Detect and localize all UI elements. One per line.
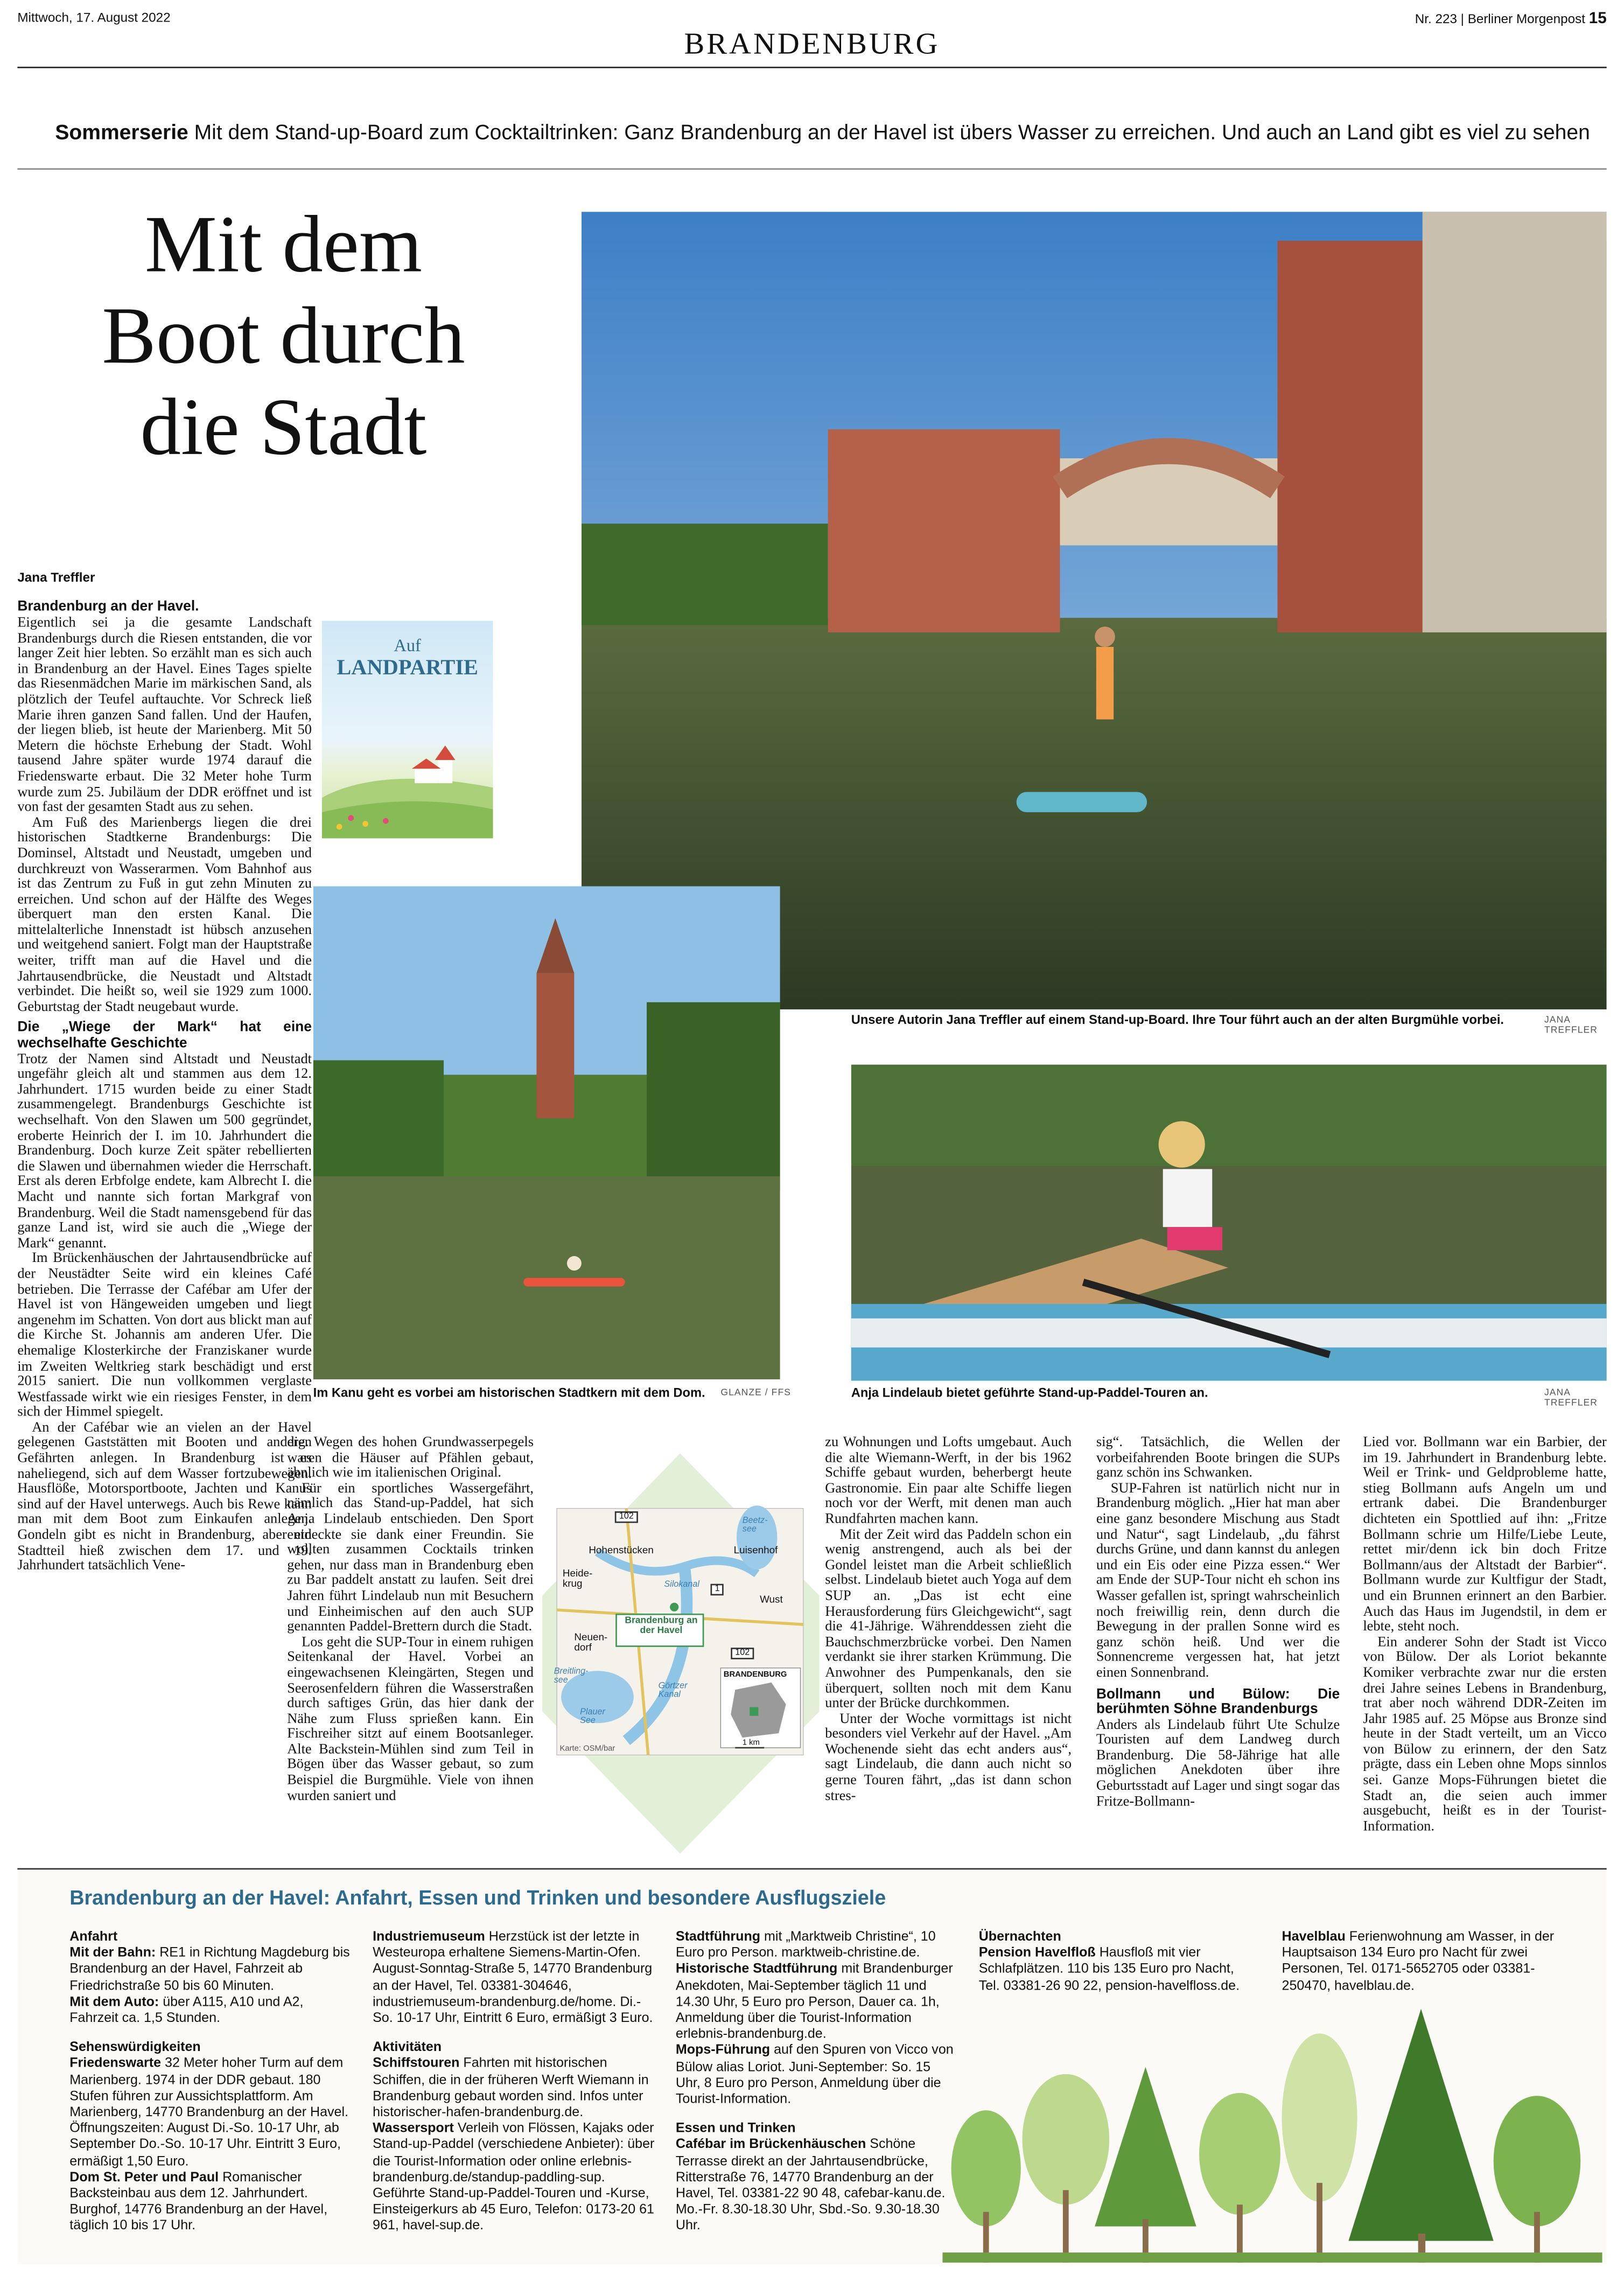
paragraph: Ein anderer Sohn der Stadt ist Vicco von Bülow. Der als Loriot bekannte Komiker verbrachte zwar nur die ersten drei Jahre seines Lebens in Brandenburg, trat aber noch während DDR-Zeiten im Jahr 1985 auf. 25 Möpse aus Bronze sind heute in der Stadt verteilt, um an Vicco von Bülow zu erinnern, der den Satz prägte, dass ein Leben ohne Mops sinnlos sei. Ganze Mops-Führungen bietet die Stadt an, die seien auch immer ausgebucht, heißt es in der Tourist-Information.	[1363, 1634, 1607, 1835]
info-entry	[979, 1945, 1255, 1994]
paragraph: Los geht die SUP-Tour in einem ruhigen Seitenkanal der Havel. Vorbei an eingewachsenen Kleingärten, Stegen und Seerosenfeldern führen die Wasserstraßen durch saftiges Grün, das hier dank der Nähe zum Fluss sprießen kann. Ein Fischreiher sitzt auf einem Bootsanleger. Alte Backstein-Mühlen sind zum Teil in Bögen über das Wasser gebaut, so zum Beispiel die Burgmühle. Viele von ihnen wurden saniert und	[287, 1634, 534, 1804]
paragraph: Unter der Woche vormittags ist nicht besonders viel Verkehr auf der Havel. „Am Wochenende sieht das echt anders aus“, sagt Lindelaub, die dann auch nicht so gerne Touren fährt, „das ist dann schon stres-	[825, 1711, 1072, 1804]
headline-line: Mit dem	[144, 200, 423, 290]
section-title: BRANDENBURG	[684, 26, 940, 61]
intro-line	[55, 122, 1590, 145]
info-entry	[69, 2056, 352, 2170]
paragraph: SUP-Fahren ist natürlich nicht nur in Brandenburg möglich. „Hier hat man aber eine ganz besondere Mischung aus Stadt und Natur“, sagt Lindelaub, „du fährst durchs Grüne, und dann kannst du anlegen und ein Eis oder eine Pizza essen.“ Wer am Ende der SUP-Tour nicht eh schon ins Wasser gefallen ist, springt wahrscheinlich noch freiwillig rein, denn durch die Bewegung in der prallen Sonne wird es ganz schön heiß. Und wer die Sonnencreme vergessen hat, hat jetzt einen Sonnenbrand.	[1096, 1480, 1340, 1681]
canoe-photo-credit: GLANZE / FFS	[720, 1388, 792, 1398]
info-entry	[69, 1994, 352, 2026]
issue-info	[1415, 10, 1607, 27]
info-heading: Übernachten	[978, 1929, 1061, 1944]
photo-illustration	[313, 886, 780, 1379]
info-entry	[1282, 1929, 1565, 1994]
canoe-photo-caption: Im Kanu geht es vorbei am historischen Stadtkern mit dem Dom.	[313, 1385, 705, 1400]
info-column-5	[1282, 1929, 1565, 1994]
photo-illustration	[851, 1065, 1607, 1381]
road-sign: 102	[615, 1511, 638, 1523]
info-entry-label: Friedenswarte	[69, 2055, 162, 2070]
info-entry	[69, 2170, 352, 2235]
map-label-goertzer: Görtzer Kanal	[658, 1682, 688, 1700]
info-entry-label: Mit dem Auto:	[69, 1994, 159, 2009]
info-entry-label: Mops-Führung	[675, 2042, 771, 2057]
info-heading: Anfahrt	[69, 1929, 118, 1944]
article-column-2	[287, 1436, 534, 1805]
subheading: Die „Wiege der Mark“ hat eine wechselhafte Geschichte	[17, 1020, 312, 1052]
paragraph: Eigentlich sei ja die gesamte Landschaft Brandenburgs durch die Riesen entstanden, die vor langer Zeit hier lebten. So erzählt man es sich auch in Brandenburg an der Havel. Eines Tages spielte das Riesenmädchen Marie im märkischen Sand, als plötzlich der Teufel auftauchte. Vor Schreck ließ Marie ihren ganzen Sand fallen. Und der Haufen, der liegen blieb, ist heute der Marienberg. Mit 50 Metern die höchste Erhebung der Stadt. Wohl tausend Jahre später wurde 1974 darauf die Friedenswarte erbaut. Die 32 Meter hohe Turm wurde zum 25. Jubiläum der DDR eröffnet und ist von fast der gesamten Stadt aus zu sehen.	[17, 615, 312, 815]
info-box-title: Brandenburg an der Havel: Anfahrt, Essen und Trinken und besondere Ausflugsziele	[69, 1885, 886, 1909]
city-map	[540, 1450, 822, 1857]
dateline: Brandenburg an der Havel.	[17, 599, 199, 615]
info-entry	[676, 2043, 954, 2108]
info-entry-text: über A115, A10 und A2, Fahrzeit ca. 1,5 Stunden.	[69, 1994, 304, 2025]
paragraph: Für ein sportliches Wassergefährt, nämlich das Stand-up-Paddel, hat sich Anja Lindelaub entschieden. Den Sport entdeckte sie dank einer Freundin. Sie wollten zusammen Cocktails trinken gehen, nur dass man in Brandenburg eben zu Bar paddelt anstatt zu laufen. Seit drei Jahren führt Lindelaub nun mit Besuchern und Einheimischen auf den auch SUP genannten Paddel-Brettern durch die Stadt.	[287, 1480, 534, 1635]
info-entry-label: Stadtführung	[675, 1929, 761, 1944]
map-label-brandenburg: Brandenburg an der Havel	[625, 1615, 698, 1636]
intro-kicker: Sommerserie	[55, 122, 188, 145]
info-entry-text: 32 Meter hoher Turm auf dem Marienberg. 1974 in der DDR gebaut. 180 Stufen führen zur Aussichtsplattform. Am Marienberg, 14770 Brandenburg an der Havel. Öffnungszeiten: August Di.-So. 10-17 Uhr, ab September Do.-So. 10-17 Uhr. Eintritt 3 Euro, ermäßigt 1,50 Euro.	[69, 2055, 349, 2168]
info-entry-text: Verleih von Flössen, Kajaks oder Stand-up-Paddel (verschiedene Anbieter): über die Tourist-Information oder online erlebnis-brandenburg.de/standup-paddling-sup. Geführte Stand-up-Paddel-Touren und -Kurse, Einsteigerkurs ab 45 Euro, Telefon: 0173-20 61 961, havel-sup.de.	[373, 2120, 655, 2233]
issue-date: Mittwoch, 17. August 2022	[17, 10, 171, 25]
map-scale: 1 km	[742, 1739, 760, 1748]
info-entry	[676, 2137, 954, 2235]
main-photo-caption: Unsere Autorin Jana Treffler auf einem Stand-up-Board. Ihre Tour führt auch an der alten Burgmühle vorbei.	[851, 1012, 1504, 1027]
paragraph	[17, 601, 312, 616]
info-column-3	[676, 1929, 954, 2235]
paragraph: Trotz der Namen sind Altstadt und Neustadt ungefähr gleich alt und stammen aus dem 12. Jahrhundert. 1715 wurden beide zu einer Stadt zusammengelegt. Brandenburgs Geschichte ist wechselhaft. Von den Slawen um 500 gegründet, eroberte Heinrich der I. im 10. Jahrhundert die Brandenburg. Doch kurze Zeit später rebellierten die Slawen und übernahmen wieder die Herrschaft. Erst als deren Erbfolge endete, kam Albrecht I. die Macht und nannte sich fortan Markgraf von Brandenburg. Weil die Stadt namensgebend für das ganze Land ist, wird sie auch die „Wiege der Mark“ genannt.	[17, 1051, 312, 1252]
headline-line: die Stadt	[140, 382, 427, 473]
info-entry-text: Hausfloß mit vier Schlafplätzen. 110 bis 135 Euro pro Nacht, Tel. 03381-26 90 22, pension-havelfloss.de.	[978, 1945, 1240, 1992]
map-label-silokanal: Silokanal	[664, 1581, 699, 1590]
info-entry-text: mit „Marktweib Christine“, 10 Euro pro Person. marktweib-christine.de.	[675, 1929, 936, 1960]
map-label-wust: Wust	[760, 1595, 783, 1606]
info-entry-label: Schiffstouren	[373, 2055, 460, 2070]
paragraph: Mit der Zeit wird das Paddeln schon ein wenig anstrengend, auch als bei der Gondel leistet man die Arbeit schließlich selbst. Lindelaub bietet auch Yoga auf dem SUP an. „Das ist echt eine Herausforderung fürs Gleichgewicht“, sagt die 41-Jährige. Währenddessen zieht die Bauchschmerzbrücke vorbei. Den Namen verdankt sie ihrer starken Krümmung. Die Anwohner des Pumpenkanals, den sie überquert, sollten noch mit dem Kanu unter der Brücke durchkommen.	[825, 1526, 1072, 1712]
author-byline: Jana Treffler	[17, 570, 95, 585]
header-rule	[17, 67, 1606, 68]
countryside-illustration	[322, 708, 493, 838]
info-column-2	[373, 1929, 655, 2235]
info-heading: Aktivitäten	[373, 2039, 442, 2054]
page-number: 15	[1588, 10, 1607, 28]
info-entry-label: Industriemuseum	[373, 1929, 485, 1944]
paragraph: Im Brückenhäuschen der Jahrtausendbrücke auf der Neustädter Seite wird ein kleines Café betrieben. Die Terrasse der Cafébar am Ufer der Havel ist von Hängeweiden umgeben und liegt angenehm im Schatten. Von dort aus blickt man auf die Kirche St. Johannis am anderen Ufer. Die ehemalige Klosterkirche der Franziskaner wurde im Zweiten Weltkrieg stark beschädigt und erst 2015 saniert. Die nun vollkommen verglaste Westfassade wirkt wie ein riesiges Fenster, in dem sich der Himmel spiegelt.	[17, 1251, 312, 1421]
paragraph: Lied vor. Bollmann war ein Barbier, der im 19. Jahrhundert in Brandenburg lebte. Weil er Trink- und Geldprobleme hatte, stieg Bollmann aufs Angeln um und ertrank dabei. Die Brandenburger dichteten ein Spottlied auf ihn: „Fritze Bollmann schrie um Hilfe/Liebe Leute, rettet mir/denn ick bin doch Fritze Bollmann/aus der Altstadt der Barbier“. Bollmann wurde zur Kultfigur der Stadt, und ein Brunnen erinnert an den Barbier. Auch das Haus im Jugendstil, in dem er lebte, steht noch.	[1363, 1434, 1607, 1635]
tree-illustration	[942, 2009, 1602, 2263]
info-entry-text: Romanischer Backsteinbau aus dem 12. Jahrhundert. Burghof, 14776 Brandenburg an der Havel, täglich 10 bis 17 Uhr.	[69, 2170, 328, 2233]
article-column-1-top	[17, 601, 312, 616]
map-label-hohenstuecken: Hohenstücken	[589, 1546, 654, 1557]
info-entry-text: auf den Spuren von Vicco von Bülow alias Loriot. Juni-September: So. 15 Uhr, 8 Euro pro Person, Anmeldung über die Tourist-Information.	[675, 2042, 954, 2106]
info-entry	[676, 1929, 954, 1962]
issue-label: Nr. 223 | Berliner Morgenpost	[1415, 11, 1585, 26]
intro-text: Mit dem Stand-up-Board zum Cocktailtrinken: Ganz Brandenburg an der Havel ist übers Wasser zu erreichen. Und auch an Land gibt es viel zu sehen	[194, 122, 1590, 145]
article-column-4	[1096, 1436, 1340, 1810]
paragraph: zu Wohnungen und Lofts umgebaut. Auch die alte Wiemann-Werft, in der bis 1962 Schiffe gebaut wurden, beherbergt heute Gastronomie. Ein paar alte Schiffe liegen noch vor der Werft, mit denen man auch Rundfahrten machen kann.	[825, 1434, 1072, 1527]
info-entry	[69, 1945, 352, 1994]
badge-small-text: Auf	[394, 635, 421, 656]
info-entry-label: Mit der Bahn:	[69, 1945, 156, 1960]
info-entry	[373, 1929, 655, 2027]
map-credit: Karte: OSM/bar	[559, 1745, 615, 1754]
paragraph: An der Cafébar wie an vielen an der Havel gelegenen Gaststätten mit Booten und anderen Gefährten anlegen. In Brandenburg ist es naheliegend, sich auf dem Wasser fortzubewegen. Hausflöße, Motorsportboote, Jachten und Kanus sind auf der Havel unterwegs. Auch bis Rewe kann man mit dem Boot zum Einkaufen anlegen. Gondeln gibt es nicht in Brandenburg, aber ein Stadtteil hieß zwischen dem 17. und 19. Jahrhundert tatsächlich Vene-	[17, 1420, 312, 1574]
info-entry-label: Historische Stadtführung	[675, 1961, 838, 1976]
info-entry-label: Dom St. Peter und Paul	[69, 2170, 219, 2185]
info-entry	[373, 2056, 655, 2121]
article-column-1	[17, 616, 312, 1575]
canoe-photo-dom	[313, 886, 780, 1379]
intro-rule	[17, 168, 1606, 170]
paragraph: dig. Wegen des hohen Grundwasserpegels waren die Häuser auf Pfählen gebaut, ähnlich wie im italienischen Original.	[287, 1434, 534, 1481]
sup-photo-credit: JANA TREFFLER	[1544, 1388, 1598, 1408]
info-heading: Essen und Trinken	[675, 2120, 796, 2136]
road-sign: 102	[731, 1648, 754, 1659]
map-label-luisenhof: Luisenhof	[733, 1546, 778, 1557]
info-heading: Sehenswürdigkeiten	[69, 2039, 201, 2054]
map-label-neuendorf: Neuen- dorf	[574, 1633, 608, 1654]
article-column-5	[1363, 1436, 1606, 1836]
info-entry	[676, 1962, 954, 2043]
article-column-3	[825, 1436, 1072, 1805]
info-entry-text: Fahrten mit historischen Schiffen, die in der früheren Werft Wiemann in Brandenburg gebaut worden sind. Infos unter historischer-hafen-brandenburg.de.	[373, 2055, 649, 2119]
map-label-breitling: Breitling- see	[554, 1668, 589, 1686]
main-photo-credit: JANA TREFFLER	[1544, 1015, 1598, 1036]
paragraph: Am Fuß des Marienbergs liegen die drei historischen Stadtkerne Brandenburgs: Die Dominsel, Altstadt und Neustadt, umgeben und durchkreuzt von Wasserarmen. Vom Bahnhof aus ist das Zentrum zu Fuß in gut zehn Minuten zu erreichen. Und schon auf der Hälfte des Weges überquert man den ersten Kanal. Die mittelalterliche Innenstadt ist hübsch anzusehen und weitgehend saniert. Folgt man der Hauptstraße weiter, trifft man auf die Havel und die Jahrtausendbrücke, die Neustadt und Altstadt verbindet. Die heißt so, weil sie 1929 zum 1000. Geburtstag der Stadt neugebaut wurde.	[17, 814, 312, 1015]
info-entry-label: Wassersport	[373, 2120, 454, 2136]
paragraph: Anders als Lindelaub führt Ute Schulze Touristen auf dem Landweg durch Brandenburg. Die 58-Jährige hat alle möglichen Anekdoten über ihre Geburtsstadt auf Lager und singt sogar das Fritze-Bollmann-	[1096, 1717, 1340, 1810]
subheading: Bollmann und Bülow: Die berühmten Söhne Brandenburgs	[1096, 1686, 1340, 1718]
info-entry-text: Ferienwohnung am Wasser, in der Hauptsaison 134 Euro pro Nacht für zwei Personen, Tel. 0171-5652705 oder 03381-250470, havelblau.de.	[1282, 1929, 1555, 1992]
info-entry-text: Schöne Terrasse direkt an der Jahrtausendbrücke, Ritterstraße 76, 14770 Brandenburg an der Havel, Tel. 03381-22 90 48, cafebar-kanu.de. Mo.-Fr. 8.30-18.30 Uhr, Sbd.-So. 9.30-18.30 Uhr.	[675, 2137, 946, 2233]
info-column-4	[979, 1929, 1255, 1994]
badge-big-text: LANDPARTIE	[337, 657, 479, 680]
sup-photo-lindelaub	[851, 1065, 1607, 1381]
road-sign: 1	[711, 1584, 724, 1596]
paragraph: sig“. Tatsächlich, die Wellen der vorbeifahrenden Boote bringen die SUPs ganz schön ins Schwanken.	[1096, 1434, 1340, 1481]
map-label-plauer: Plauer See	[580, 1708, 605, 1726]
info-entry	[373, 2121, 655, 2235]
sup-photo-caption: Anja Lindelaub bietet geführte Stand-up-Paddel-Touren an.	[851, 1385, 1208, 1400]
info-column-1	[69, 1929, 352, 2235]
info-entry-label: Cafébar im Brückenhäuschen	[675, 2137, 866, 2152]
info-entry-label: Havelblau	[1282, 1929, 1346, 1944]
info-entry-text: Herzstück ist der letzte in Westeuropa erhaltene Siemens-Martin-Ofen. August-Sonntag-Straße 5, 14770 Brandenburg an der Havel, Tel. 03381-304646, industriemuseum-brandenburg.de/home. Di.-So. 10-17 Uhr, Eintritt 6 Euro, ermäßigt 3 Euro.	[373, 1929, 653, 2025]
headline-line: Boot durch	[102, 291, 465, 382]
info-entry-text: mit Brandenburger Anekdoten, Mai-September täglich 11 und 14.30 Uhr, 5 Euro pro Person, Dauer ca. 1h, Anmeldung über die Tourist-Information erlebnis-brandenburg.de.	[675, 1961, 953, 2041]
map-label-heidekrug: Heide- krug	[562, 1569, 593, 1590]
info-entry-label: Pension Havelfloß	[978, 1945, 1096, 1960]
map-label-beetzsee: Beetz- see	[742, 1517, 768, 1535]
landpartie-badge	[322, 621, 493, 839]
map-inset-label: BRANDENBURG	[723, 1671, 787, 1680]
info-entry-text: RE1 in Richtung Magdeburg bis Brandenburg an der Havel, Fahrzeit ab Friedrichstraße 50 bis 60 Minuten.	[69, 1945, 350, 1992]
headline	[55, 200, 512, 475]
